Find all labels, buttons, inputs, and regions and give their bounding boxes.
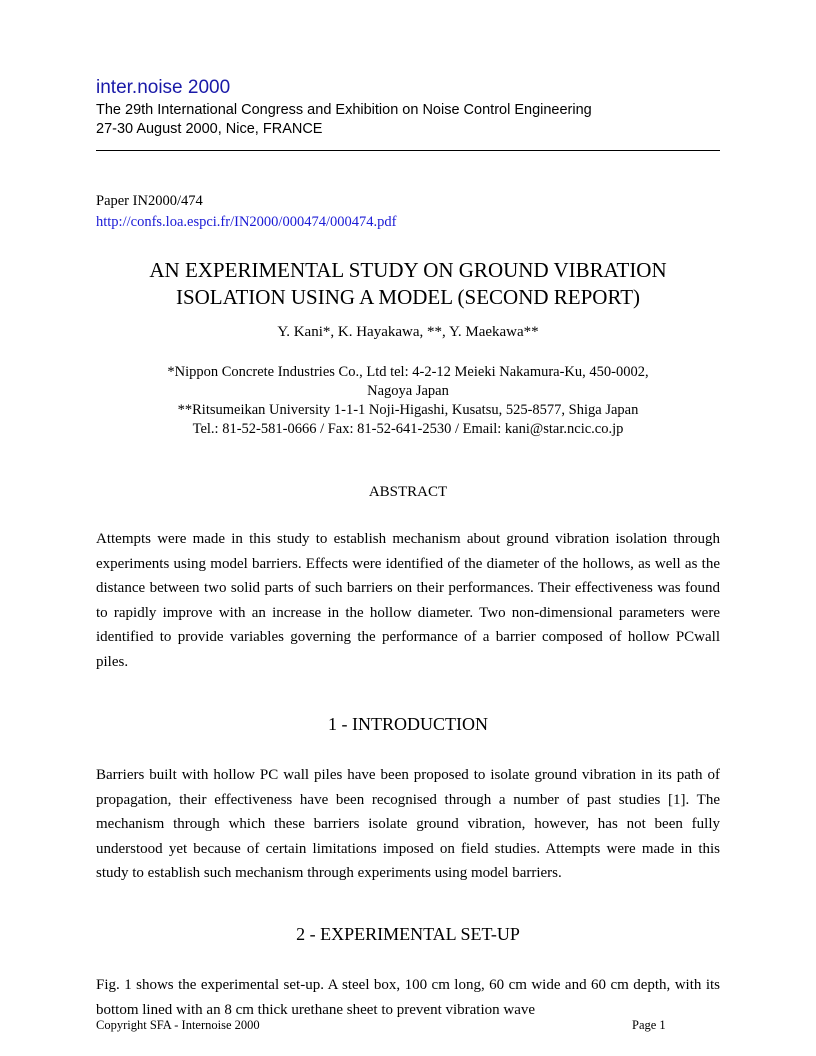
footer-copyright: Copyright SFA - Internoise 2000	[96, 1018, 260, 1032]
affiliations	[96, 363, 720, 439]
section-heading-introduction: 1 - INTRODUCTION	[328, 714, 488, 734]
paper-title	[96, 257, 720, 311]
affiliation-line: Nagoya Japan	[367, 383, 449, 399]
section-text-experimental-setup: Fig. 1 shows the experimental set-up. A steel box, 100 cm long, 60 cm wide and 60 cm depth, with its bottom lined with an 8 cm thick urethane sheet to prevent vibration wave	[96, 977, 720, 1018]
header-divider	[96, 150, 720, 151]
conference-dates: 27-30 August 2000, Nice, FRANCE	[96, 121, 323, 137]
affiliation-line: **Ritsumeikan University 1-1-1 Noji-Higashi, Kusatsu, 525-8577, Shiga Japan	[177, 402, 639, 418]
paper-id: Paper IN2000/474	[96, 193, 203, 209]
section-heading-experimental-setup: 2 - EXPERIMENTAL SET-UP	[296, 924, 520, 944]
section-text-introduction: Barriers built with hollow PC wall piles have been proposed to isolate ground vibration in its path of propagation, their effectiveness have been recognised through a number of past studies [1]. The mechanism through which these barriers isolate ground vibration, however, has not been fully understood yet because of certain limitations imposed on field studies. Attempts were made in this study to establish such mechanism through experiments using model barriers.	[96, 767, 720, 882]
paper-url-link[interactable]: http://confs.loa.espci.fr/IN2000/000474/000474.pdf	[96, 214, 397, 230]
conference-full-name: The 29th International Congress and Exhibition on Noise Control Engineering	[96, 102, 592, 118]
affiliation-line: *Nippon Concrete Industries Co., Ltd tel: 4-2-12 Meieki Nakamura-Ku, 450-0002,	[167, 364, 649, 380]
abstract-heading: ABSTRACT	[368, 484, 448, 500]
abstract-text: Attempts were made in this study to establish mechanism about ground vibration isolation through experiments using model barriers. Effects were identified of the diameter of the hollows, as well as the distance between two solid parts of such barriers on their performances. Their effectiveness was found to rapidly improve with an increase in the hollow diameter. Two non-dimensional parameters were identified to provide variables governing the performance of a barrier composed of hollow PCwall piles.	[96, 531, 720, 670]
affiliation-line: Tel.: 81-52-581-0666 / Fax: 81-52-641-2530 / Email: kani@star.ncic.co.jp	[192, 421, 624, 437]
paper-title-line-1: AN EXPERIMENTAL STUDY ON GROUND VIBRATION	[149, 258, 667, 282]
authors: Y. Kani*, K. Hayakawa, **, Y. Maekawa**	[277, 324, 539, 340]
footer-page-number: Page 1	[632, 1018, 666, 1032]
conference-name: inter.noise 2000	[96, 77, 231, 98]
conference-details	[96, 101, 592, 139]
paper-title-line-2: ISOLATION USING A MODEL (SECOND REPORT)	[175, 285, 641, 309]
